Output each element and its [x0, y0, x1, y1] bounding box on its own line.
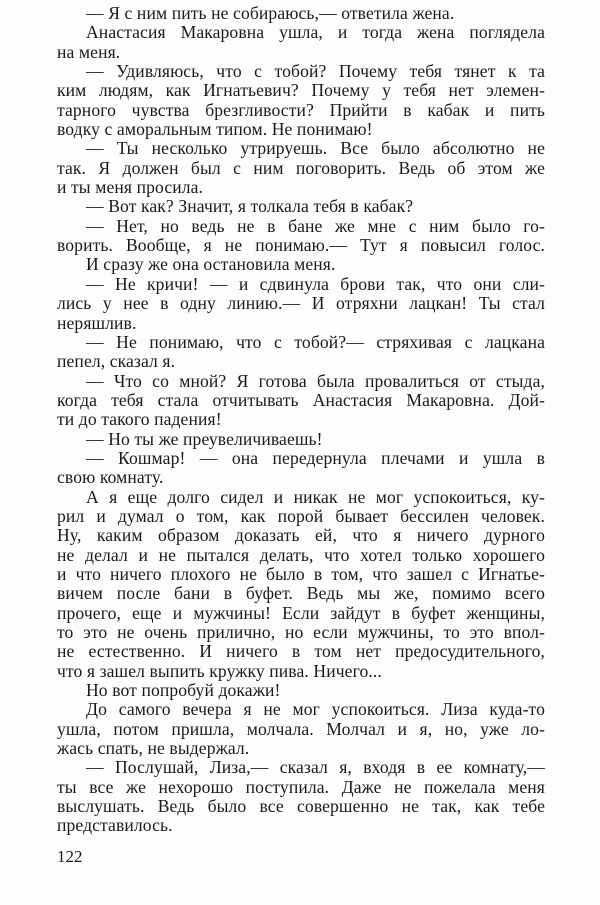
- text-line: тарного чувства брезгливости? Прийти в кабак и пить: [57, 99, 545, 120]
- text-line: пепел, сказал я.: [57, 351, 176, 372]
- text-line: ти до такого падения!: [57, 409, 222, 430]
- text-line: — Удивляюсь, что с тобой? Почему тебя тянет к та: [86, 61, 545, 82]
- text-line: — Что со мной? Я готова была провалиться от стыда,: [86, 370, 545, 391]
- text-line: Анастасия Макаровна ушла, и тогда жена поглядела: [86, 22, 545, 43]
- text-line: лись у нее в одну линию.— И отряхни лацкан! Ты стал: [57, 293, 545, 314]
- text-line: и что ничего плохого не было в том, что зашел с Игнатье-: [57, 563, 545, 584]
- text-line: и ты меня просила.: [57, 177, 204, 198]
- text-line: рил и думал о том, как порой бывает бессилен человек.: [57, 505, 545, 526]
- text-line: ким людям, как Игнатьевич? Почему у тебя нет элемен-: [57, 80, 545, 101]
- text-line: А я еще долго сидел и никак не мог успокоиться, ку-: [86, 486, 545, 507]
- text-line: — Послушай, Лиза,— сказал я, входя в ее комнату,—: [86, 757, 545, 778]
- text-line: Но вот попробуй докажи!: [86, 680, 281, 701]
- text-line: неряшлив.: [57, 312, 137, 333]
- text-line: — Не кричи! — и сдвинула брови так, что они сли-: [86, 273, 545, 294]
- text-line: — Я с ним пить не собираюсь,— ответила жена.: [86, 3, 455, 23]
- body-text: [57, 4, 545, 836]
- text-line: ты все же нехорошо поступила. Даже не пожелала меня: [57, 776, 545, 797]
- text-line: то это не очень прилично, но если мужчины, то это впол-: [57, 622, 545, 642]
- text-line: представилось.: [57, 815, 173, 836]
- text-line: так. Я должен был с ним поговорить. Ведь об этом же: [57, 157, 545, 178]
- text-line: — Но ты же преувеличиваешь!: [86, 428, 323, 449]
- text-line: — Кошмар! — она передернула плечами и ушла в: [86, 447, 545, 468]
- text-line: на меня.: [57, 41, 121, 62]
- text-line: когда тебя стала отчитывать Анастасия Макаровна. Дой-: [57, 389, 545, 410]
- text-line: жась спать, не выдержал.: [57, 738, 250, 759]
- text-line: ворить. Вообще, я не понимаю.— Тут я повысил голос.: [57, 235, 545, 256]
- text-line: — Вот как? Значит, я толкала тебя в кабак?: [86, 196, 414, 217]
- text-line: прочего, еще и мужчины! Если зайдут в буфет женщины,: [57, 602, 545, 623]
- text-line: не делал и не пытался делать, что хотел только хорошего: [57, 544, 545, 565]
- text-line: не естественно. И ничего в том нет предосудительного,: [57, 641, 545, 662]
- text-line: — Не понимаю, что с тобой?— стряхивая с лацкана: [86, 331, 545, 352]
- text-line: И сразу же она остановила меня.: [86, 254, 336, 275]
- text-line: свою комнату.: [57, 467, 164, 488]
- text-line: До самого вечера я не мог успокоиться. Лиза куда-то: [86, 699, 545, 720]
- text-line: — Нет, но ведь не в бане же мне с ним было го-: [86, 215, 545, 236]
- text-line: — Ты несколько утрируешь. Все было абсолютно не: [86, 138, 545, 159]
- text-line: Ну, каким образом доказать ей, что я ничего дурного: [57, 525, 545, 546]
- text-line: вичем после бани в буфет. Ведь мы же, помимо всего: [57, 583, 545, 604]
- page-number: 122: [57, 847, 83, 866]
- text-line: водку с аморальным типом. Не понимаю!: [57, 119, 373, 140]
- text-line: выслушать. Ведь было все совершенно не так, как тебе: [57, 796, 545, 817]
- text-line: что я зашел выпить кружку пива. Ничего...: [57, 660, 382, 681]
- text-line: ушла, потом пришла, молчала. Молчал и я, но, уже ло-: [57, 718, 545, 739]
